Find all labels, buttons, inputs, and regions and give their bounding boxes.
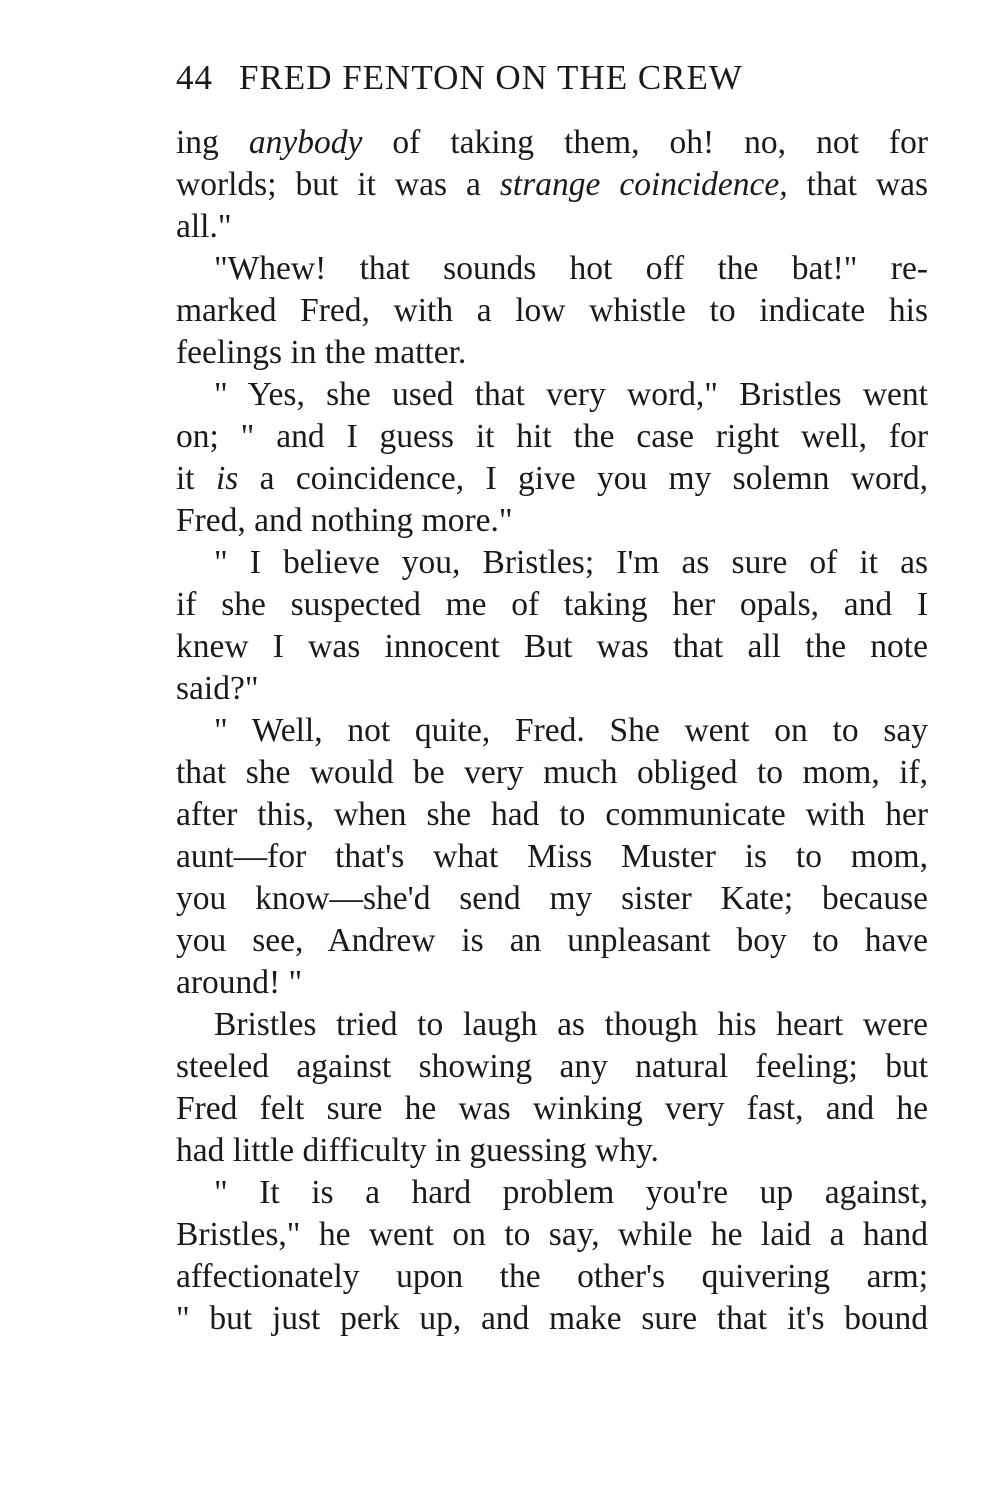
text-line bbox=[176, 206, 928, 248]
text-segment: Fred, and nothing more." bbox=[176, 502, 513, 539]
text-line bbox=[176, 962, 928, 1004]
text-segment: after this, when she had to communicate with her bbox=[176, 796, 928, 833]
text-segment: around! " bbox=[176, 964, 303, 1001]
text-segment: knew I was innocent But was that all the note bbox=[176, 628, 928, 665]
text-segment: aunt—for that's what Miss Muster is to mom, bbox=[176, 838, 928, 875]
text-line bbox=[176, 458, 928, 500]
text-segment: " but just perk up, and make sure that it's bound bbox=[176, 1300, 928, 1337]
text-line bbox=[176, 584, 928, 626]
text-line bbox=[176, 1256, 928, 1298]
text-line bbox=[176, 374, 928, 416]
text-line bbox=[176, 1172, 928, 1214]
text-segment: it bbox=[176, 460, 216, 497]
italic-text: is bbox=[215, 460, 239, 497]
text-line bbox=[176, 1298, 928, 1340]
body-text bbox=[176, 122, 928, 1340]
text-segment: " Yes, she used that very word," Bristles went bbox=[214, 376, 928, 413]
text-segment: "Whew! that sounds hot off the bat!" re- bbox=[214, 250, 928, 287]
text-segment: marked Fred, with a low whistle to indicate his bbox=[176, 292, 928, 329]
text-segment: had little difficulty in guessing why. bbox=[176, 1132, 659, 1169]
page-number: 44 bbox=[176, 58, 213, 97]
text-line bbox=[176, 290, 928, 332]
text-line bbox=[176, 248, 928, 290]
text-segment: all." bbox=[176, 208, 232, 245]
text-line bbox=[176, 542, 928, 584]
text-segment: if she suspected me of taking her opals, and I bbox=[176, 586, 928, 623]
running-title: FRED FENTON ON THE CREW bbox=[239, 58, 743, 97]
running-head bbox=[176, 56, 844, 100]
text-segment: feelings in the matter. bbox=[176, 334, 467, 371]
text-segment: Bristles tried to laugh as though his heart were bbox=[214, 1006, 928, 1043]
text-segment: that she would be very much obliged to mom, if, bbox=[176, 754, 928, 791]
text-line bbox=[176, 1214, 928, 1256]
text-segment: Fred felt sure he was winking very fast, and he bbox=[176, 1090, 928, 1127]
text-segment: affectionately upon the other's quivering arm; bbox=[176, 1258, 928, 1295]
text-line bbox=[176, 920, 928, 962]
text-segment: " It is a hard problem you're up against, bbox=[214, 1174, 928, 1211]
text-segment: of taking them, oh! no, not for bbox=[362, 124, 928, 161]
italic-text: anybody bbox=[248, 124, 363, 161]
text-line bbox=[176, 416, 928, 458]
text-segment: on; " and I guess it hit the case right well, for bbox=[176, 418, 928, 455]
text-segment: that was bbox=[787, 166, 928, 203]
text-segment: " Well, not quite, Fred. She went on to say bbox=[214, 712, 928, 749]
text-segment: worlds; but it was a bbox=[176, 166, 500, 203]
text-line bbox=[176, 626, 928, 668]
text-line bbox=[176, 1088, 928, 1130]
text-segment: steeled against showing any natural feeling; but bbox=[176, 1048, 928, 1085]
text-segment: ing bbox=[176, 124, 249, 161]
text-line bbox=[176, 332, 928, 374]
text-segment: Bristles," he went on to say, while he laid a hand bbox=[176, 1216, 928, 1253]
text-line bbox=[176, 794, 928, 836]
text-segment: a coincidence, I give you my solemn word, bbox=[238, 460, 928, 497]
italic-text: strange coincidence, bbox=[499, 166, 788, 203]
text-line bbox=[176, 164, 928, 206]
text-line bbox=[176, 1046, 928, 1088]
text-line bbox=[176, 710, 928, 752]
text-line bbox=[176, 1004, 928, 1046]
text-segment: you know—she'd send my sister Kate; because bbox=[176, 880, 928, 917]
text-line bbox=[176, 668, 928, 710]
text-segment: you see, Andrew is an unpleasant boy to have bbox=[176, 922, 928, 959]
text-line bbox=[176, 122, 928, 164]
text-line bbox=[176, 752, 928, 794]
text-line bbox=[176, 1130, 928, 1172]
text-segment: said?" bbox=[176, 670, 259, 707]
text-line bbox=[176, 878, 928, 920]
text-line bbox=[176, 500, 928, 542]
text-line bbox=[176, 836, 928, 878]
text-segment: " I believe you, Bristles; I'm as sure of it as bbox=[214, 544, 928, 581]
